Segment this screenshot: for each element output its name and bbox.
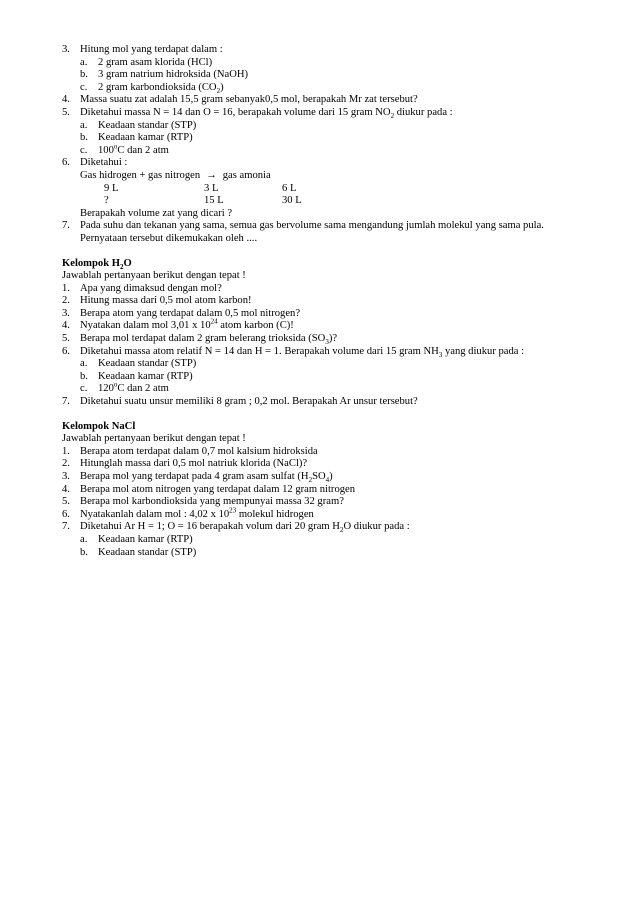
sub-item — [62, 358, 582, 371]
question-number: 3. — [62, 471, 70, 482]
question-text: Hitunglah massa dari 0,5 mol natriuk klorida (NaCl)? — [80, 458, 308, 470]
question-number: 5. — [62, 333, 70, 345]
sub-item-letter: b. — [80, 546, 88, 558]
list-item — [62, 44, 582, 57]
list-item — [62, 333, 582, 346]
volume-row-2 — [62, 195, 582, 208]
question-number: 5. — [62, 106, 70, 118]
group-nacl — [62, 421, 582, 560]
question-7 — [62, 220, 582, 245]
list-item — [62, 446, 582, 459]
question-text: Keadaan standar (STP) — [98, 358, 197, 370]
reaction-product: gas amonia — [222, 169, 271, 181]
sub-item-letter: a. — [80, 119, 88, 131]
list-item — [62, 521, 582, 534]
sub-item — [62, 69, 582, 82]
sub-item-letter: b. — [80, 132, 88, 144]
question-number: 4. — [62, 94, 70, 106]
list-item — [62, 396, 582, 409]
question-number: 2. — [62, 458, 70, 470]
question-text: Berapa atom yang terdapat dalam 0,5 mol nitrogen? — [80, 307, 301, 319]
list-item — [62, 484, 582, 497]
volume-cell: 30 L — [282, 195, 302, 207]
question-number: 2. — [62, 295, 70, 307]
sub-item-letter: b. — [80, 69, 88, 81]
list-item — [62, 496, 582, 509]
list-item — [62, 346, 582, 359]
question-text: Keadaan kamar (RTP) — [98, 132, 193, 144]
sub-item — [62, 132, 582, 145]
question-number: 7. — [62, 220, 70, 232]
group-instruction: Jawablah pertanyaan berikut dengan tepat ! — [62, 270, 246, 282]
sub-item — [62, 380, 582, 396]
question-text: Diketahui suatu unsur memiliki 8 gram ; 0,2 mol. Berapakah Ar unsur tersebut? — [80, 396, 418, 408]
question-text: Keadaan standar (STP) — [98, 119, 197, 131]
question-text: Berapa mol yang terdapat pada 4 gram asam sulfat $(H_2SO_4)$ — [80, 471, 333, 485]
question-text: Pada suhu dan tekanan yang sama, semua gas bervolume sama mengandung jumlah molekul yang sama pula. Pernyataan tersebut dikemukakan oleh .... — [80, 220, 544, 244]
question-number: 1. — [62, 445, 70, 457]
document-content — [62, 44, 582, 559]
question-text: Nyatakanlah dalam mol : 4,02 x $10^{23}$ molekul hidrogen — [80, 506, 314, 520]
question-number: 6. — [62, 345, 70, 357]
sub-item — [62, 547, 582, 560]
question-text: Keadaan standar (STP) — [98, 546, 197, 558]
question-text: Keadaan kamar (RTP) — [98, 533, 193, 545]
question-text: Diketahui massa N = 14 dan O = 16, berapakah volume dari 15 gram $NO_2$ diukur pada : — [80, 106, 453, 121]
sub-item — [62, 371, 582, 384]
question-number: 4. — [62, 320, 70, 332]
group-title: Kelompok $H_2O$ — [62, 257, 132, 271]
reaction-reactants: Gas hidrogen + gas nitrogen — [80, 169, 201, 181]
question-number: 1. — [62, 282, 70, 294]
group-title: Kelompok NaCl — [62, 420, 136, 432]
list-item — [62, 94, 582, 107]
question-list — [62, 283, 582, 409]
sub-item-letter: c. — [80, 144, 88, 156]
question-list-part1 — [62, 44, 582, 157]
list-item — [62, 295, 582, 308]
question-text: Diketahui Ar H = 1; O = 16 berapakah volum dari 20 gram $H_2O$ diukur pada : — [80, 521, 410, 535]
question-text: 2 gram karbondioksida $(CO_2)$ — [98, 81, 224, 95]
sub-item — [62, 57, 582, 70]
sub-item-letter: b. — [80, 370, 88, 382]
question-text: Diketahui massa atom relatif N = 14 dan H = 1. Berapakah volume dari 15 gram $NH_3$ yang diukur pada : — [80, 345, 525, 359]
list-item — [62, 283, 582, 296]
question-text: 100$^o$C dan 2 atm — [98, 142, 169, 156]
sub-item — [62, 82, 582, 95]
group-h2o — [62, 258, 582, 409]
arrow-icon: → — [206, 169, 217, 181]
question-list — [62, 446, 582, 559]
group-instruction: Jawablah pertanyaan berikut dengan tepat ! — [62, 433, 246, 445]
question-text: Hitung massa dari 0,5 mol atom karbon! — [80, 295, 252, 307]
question-text: 3 gram natrium hidroksida (NaOH) — [98, 69, 249, 81]
sub-item-letter: a. — [80, 358, 88, 370]
question-number: 3. — [62, 44, 70, 55]
question-text: Berapa mol terdapat dalam 2 gram belerang trioksida $(SO_3)$? — [80, 333, 338, 347]
question-number: 5. — [62, 496, 70, 508]
reaction-line — [62, 170, 582, 183]
question-6 — [62, 157, 582, 220]
list-item — [62, 471, 582, 484]
volume-cell: 15 L — [204, 195, 224, 207]
sub-item-letter: a. — [80, 56, 88, 68]
sub-item — [62, 120, 582, 133]
volume-row-1 — [62, 183, 582, 196]
question-number: 3. — [62, 307, 70, 319]
volume-cell: 6 L — [282, 182, 297, 194]
question-text: Apa yang dimaksud dengan mol? — [80, 282, 222, 294]
list-item — [62, 107, 582, 120]
question-number: 7. — [62, 521, 70, 533]
list-item — [62, 506, 582, 522]
sub-item-letter: a. — [80, 533, 88, 545]
list-item — [62, 458, 582, 471]
question-text: Berapa mol karbondioksida yang mempunyai massa 32 gram? — [80, 496, 344, 508]
question-text: Berapakah volume zat yang dicari ? — [80, 207, 233, 219]
volume-cell: 9 L — [104, 182, 119, 194]
question-text: 120$^o$C dan 2 atm — [98, 380, 169, 395]
question-text: Berapa mol atom nitrogen yang terdapat dalam 12 gram nitrogen — [80, 483, 356, 495]
question-number: 7. — [62, 396, 70, 408]
question-text: Berapa atom terdapat dalam 0,7 mol kalsium hidroksida — [80, 445, 318, 457]
list-item — [62, 308, 582, 321]
sub-item — [62, 534, 582, 547]
question-number: 6. — [62, 157, 70, 169]
question-text: Nyatakan dalam mol 3,01 x $10^{24}$ atom karbon (C)! — [80, 317, 294, 332]
question-text: Massa suatu zat adalah 15,5 gram sebanyak0,5 mol, berapakah Mr zat tersebut? — [80, 94, 418, 106]
sub-item — [62, 142, 582, 158]
volume-cell: 3 L — [204, 182, 219, 194]
question-text: Hitung mol yang terdapat dalam : — [80, 44, 223, 55]
question-text: 2 gram asam klorida (HCl) — [98, 56, 213, 68]
list-item — [62, 317, 582, 333]
sub-item-letter: c. — [80, 81, 88, 93]
question-label: Diketahui : — [80, 157, 128, 169]
sub-item-letter: c. — [80, 383, 88, 395]
question-number: 6. — [62, 508, 70, 520]
question-number: 4. — [62, 483, 70, 495]
question-text: Keadaan kamar (RTP) — [98, 370, 193, 382]
volume-cell: ? — [104, 195, 109, 207]
